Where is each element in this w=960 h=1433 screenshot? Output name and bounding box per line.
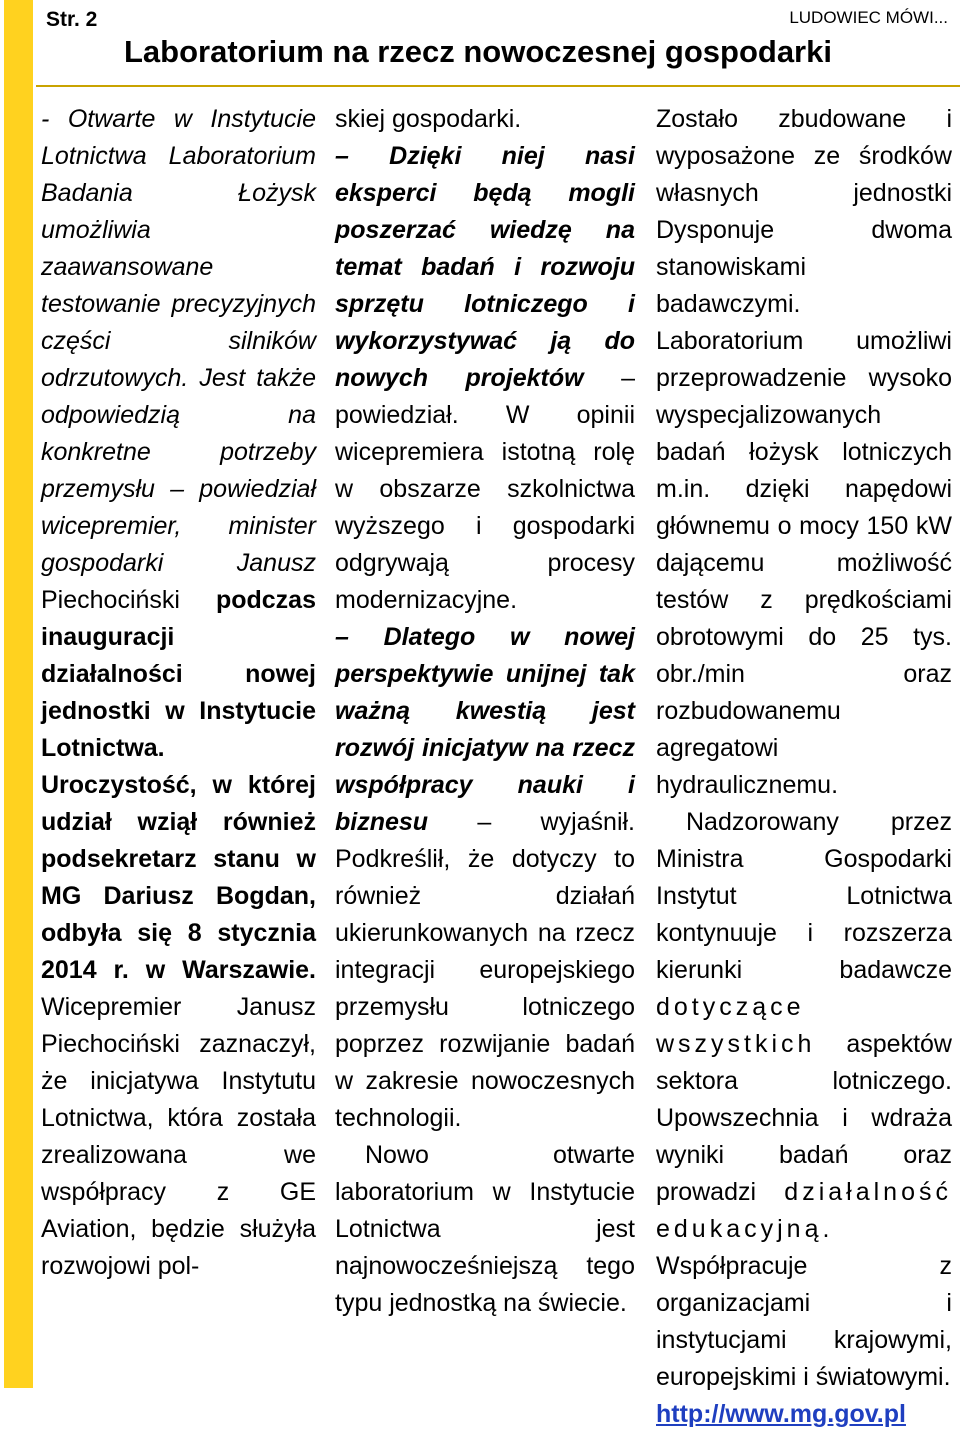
- body-text-spaced: działalność edukacyjną.: [656, 1178, 952, 1243]
- quote: – Dzięki niej nasi eksperci będą mogli poszerzać wiedzę na temat badań i rozwoju sprzętu lotniczego i wykorzystywać ją do nowych projektów: [335, 142, 635, 392]
- body-text-spaced: dotyczące wszystkich: [656, 993, 847, 1058]
- column-3-paragraph-2: [656, 804, 952, 1396]
- column-2-paragraph-1: [335, 101, 635, 619]
- article-column-2: [335, 101, 635, 1322]
- page-number: Str. 2: [46, 8, 98, 31]
- accent-bar: [4, 0, 33, 1388]
- column-1-paragraph: [41, 101, 316, 1285]
- header-divider: [36, 85, 960, 87]
- lead-bold: podczas inauguracji działalności nowej jednostki w Instytucie Lotnictwa. Uroczystość, w której udział wziął również podsekretarz stanu w MG Dariusz Bogdan, odbyła się 8 stycznia 2014 r. w Warszawie.: [41, 586, 316, 984]
- page-title: Laboratorium na rzecz nowoczesnej gospodarki: [124, 34, 832, 69]
- column-2-paragraph-2: [335, 619, 635, 1137]
- column-2-paragraph-3: Nowo otwarte laboratorium w Instytucie Lotnictwa jest najnowocześniejszą tego typu jednostką na świecie.: [335, 1141, 635, 1317]
- column-3-link-line: [656, 1396, 952, 1433]
- body-text: Nadzorowany przez Ministra Gospodarki Instytut Lotnictwa kontynuuje i rozszerza kierunki badawcze: [656, 808, 952, 984]
- article-column-1: [41, 101, 316, 1285]
- article-column-3: [656, 101, 952, 1433]
- body-text: – wyjaśnił. Podkreślił, że dotyczy to również działań ukierunkowanych na rzecz integracji europejskiego przemysłu lotniczego poprzez rozwijanie badań w zakresie nowoczesnych technologii.: [335, 808, 635, 1132]
- body-text: aspektów sektora lotniczego. Upowszechnia i wdraża wyniki badań oraz prowadzi: [656, 1030, 952, 1206]
- body-text: – powiedział. W opinii wicepremiera istotną rolę w obszarze szkolnictwa wyższego i gospodarki odgrywają procesy modernizacyjne.: [335, 364, 635, 614]
- column-3-paragraph-1: Zostało zbudowane i wyposażone ze środków własnych jednostki Dysponuje dwoma stanowiskami badawczymi. Laboratorium umożliwi przeprowadzenie wysoko wyspecjalizowanych badań łożysk lotniczych m.in. dzięki napędowi głównemu o mocy 150 kW dającemu możliwość testów z prędkościami obrotowymi do 25 tys. obr./min oraz rozbudowanemu agregatowi hydraulicznemu.: [656, 105, 952, 799]
- lead-normal: Piechociński: [41, 586, 216, 614]
- body-text: skiej gospodarki.: [335, 105, 522, 133]
- section-label: LUDOWIEC MÓWI...: [789, 8, 948, 27]
- body-text: Wicepremier Janusz Piechociński zaznaczył, że inicjatywa Instytutu Lotnictwa, która została zrealizowana we współpracy z GE Aviation, będzie służyła rozwojowi pol-: [41, 993, 316, 1280]
- ministry-link[interactable]: http://www.mg.gov.pl: [656, 1400, 906, 1428]
- lead-italic: - Otwarte w Instytucie Lotnictwa Laboratorium Badania Łożysk umożliwia zaawansowane testowanie precyzyjnych części silników odrzutowych. Jest także odpowiedzią na konkretne potrzeby przemysłu – powiedział wicepremier, minister gospodarki Janusz: [41, 105, 316, 577]
- quote: – Dlatego w nowej perspektywie unijnej tak ważną kwestią jest rozwój inicjatyw na rzecz współpracy nauki i biznesu: [335, 623, 635, 836]
- body-text: Współpracuje z organizacjami i instytucjami krajowymi, europejskimi i światowymi.: [656, 1252, 952, 1391]
